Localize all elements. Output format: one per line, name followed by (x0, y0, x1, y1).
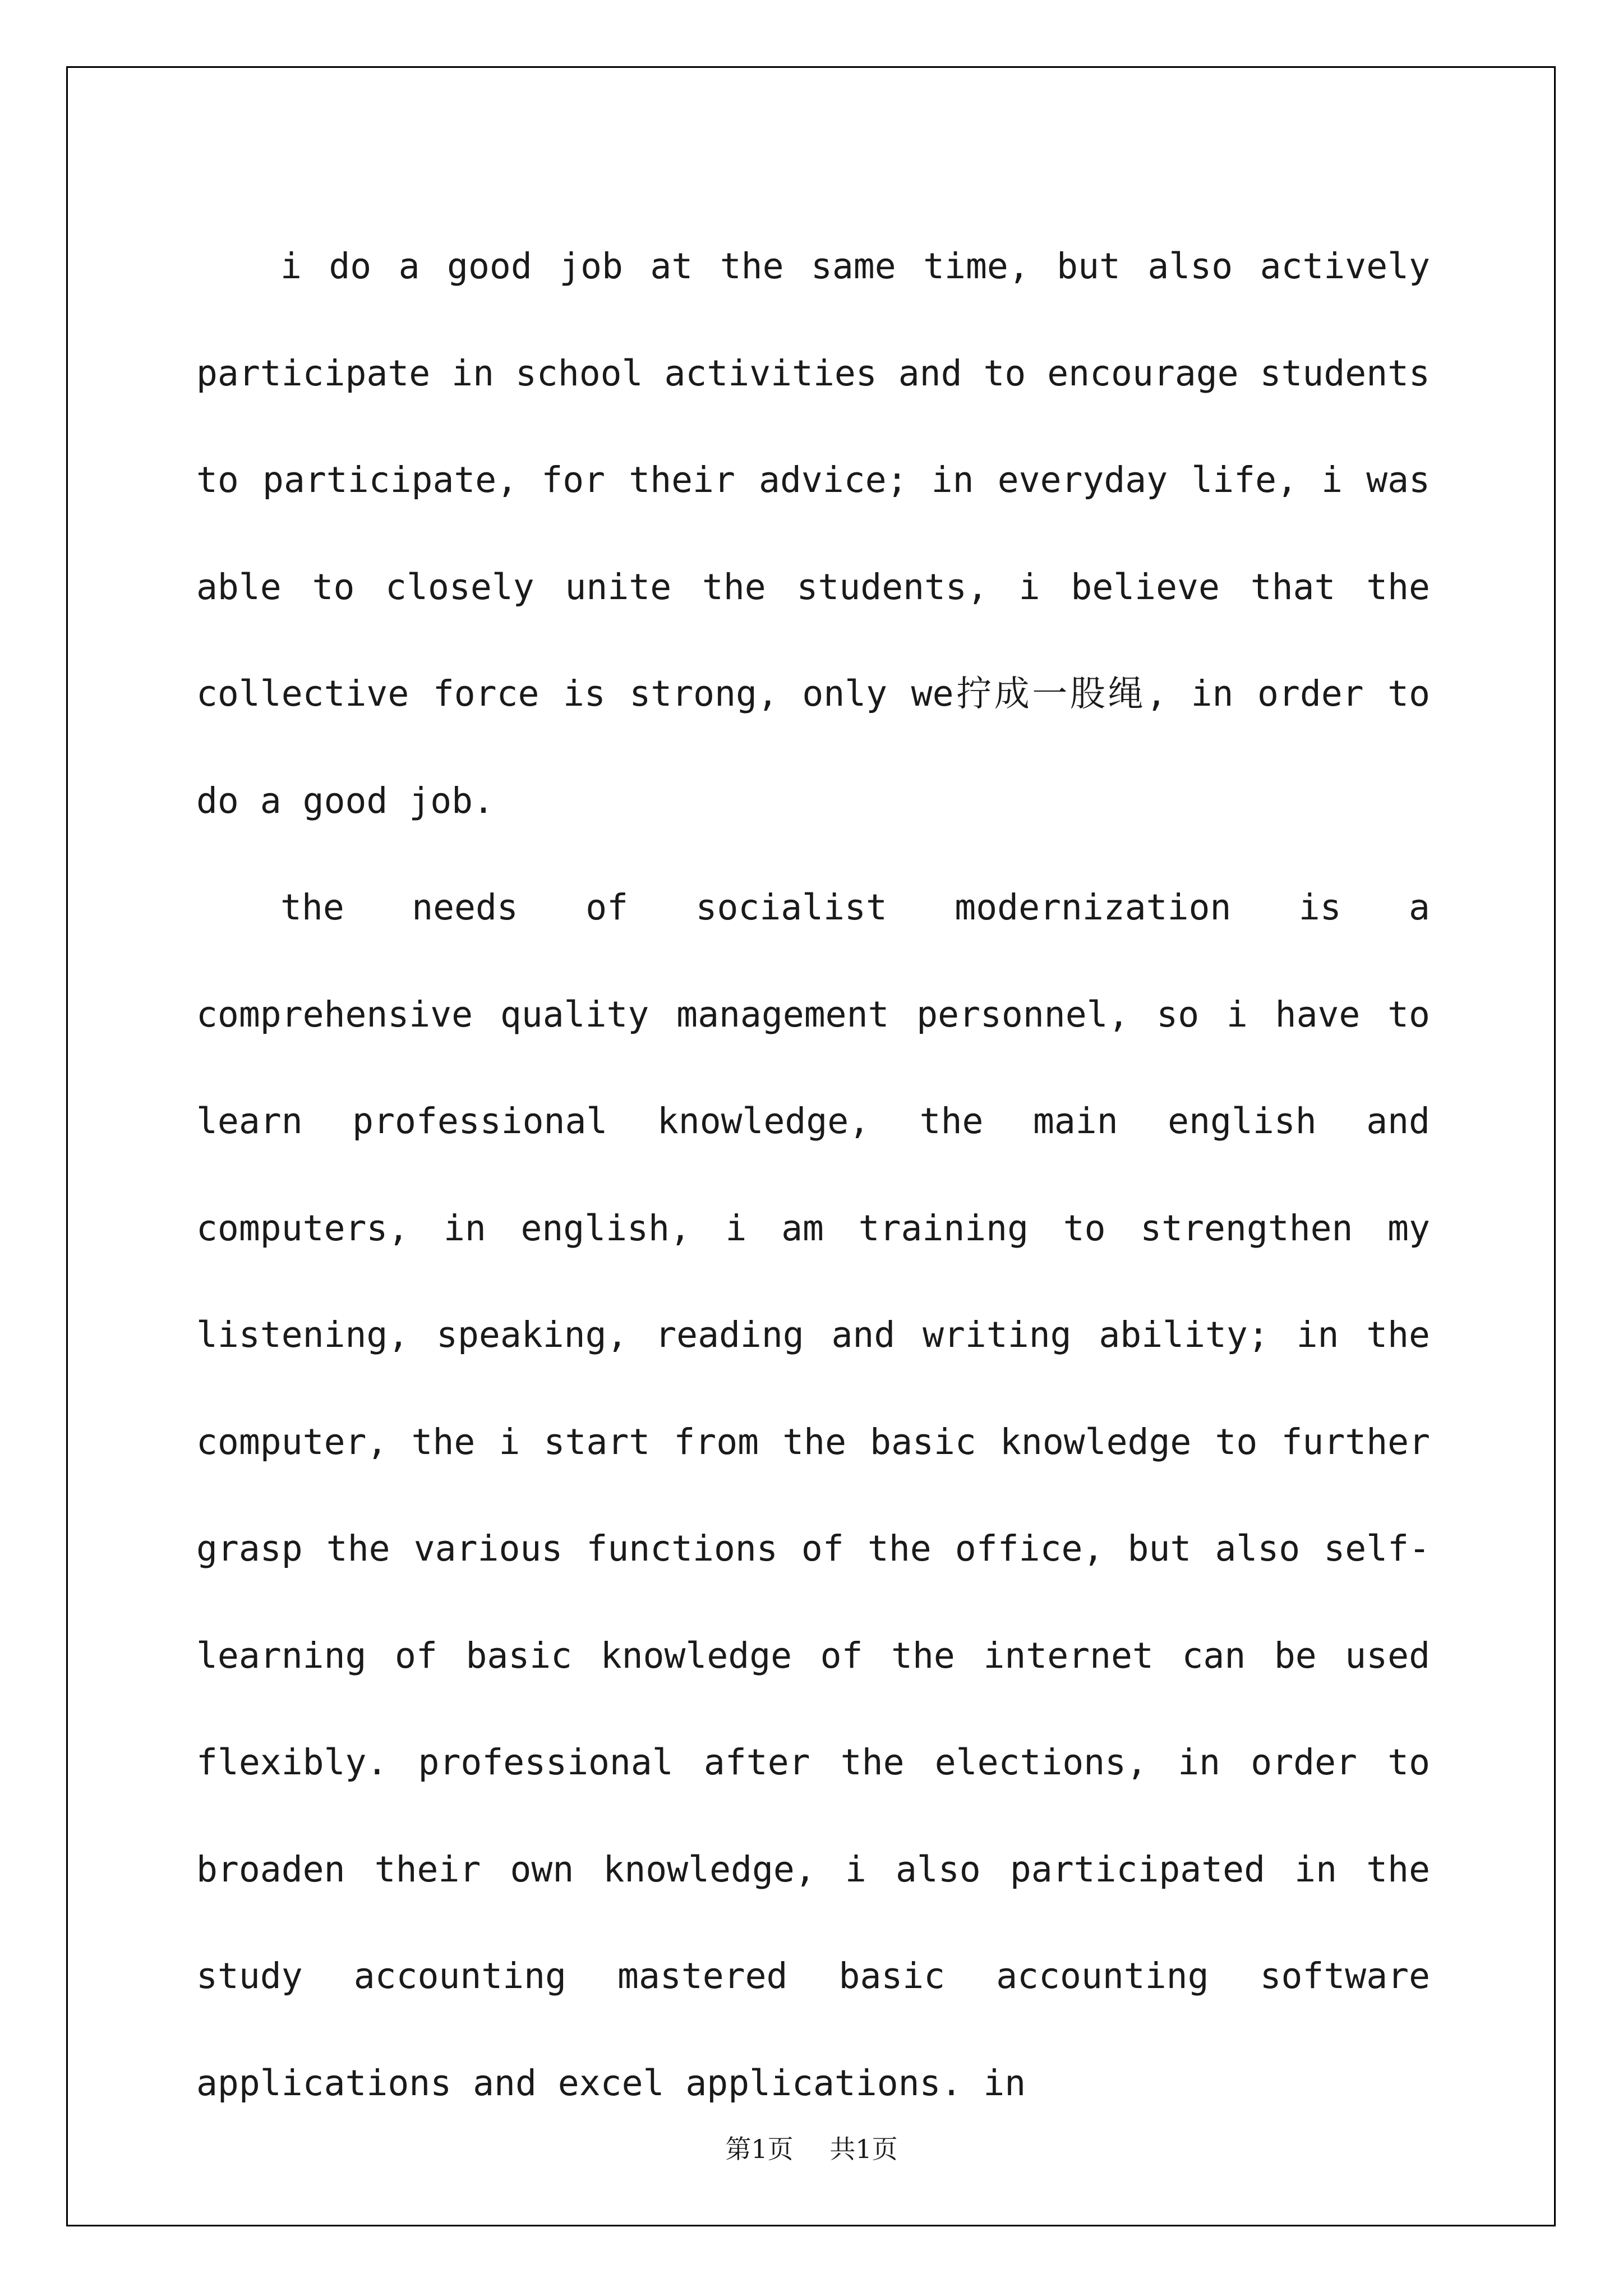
page-number-total: 共1页 (829, 2134, 898, 2164)
page-footer (0, 2129, 1623, 2166)
paragraph-2: the needs of socialist modernization is a comprehensive quality management personnel, so i have to learn professional knowledge, the main english and computers, in english, i am training to strengthen my listening, speaking, reading and writing ability; in the computer, the i start from the basic knowledge to further grasp the various functions of the office, but also self-learning of basic knowledge of the internet can be used flexibly. professional after the elections, in order to broaden their own knowledge, i also participated in the study accounting mastered basic accounting software applications and excel applications. in (196, 887, 1430, 2104)
paragraph-1: i do a good job at the same time, but also actively participate in school activities and to encourage students to participate, for their advice; in everyday life, i was able to closely unite the students, i believe that the collective force is strong, only we拧成一股绳, in order to do a good job. (196, 246, 1430, 821)
page-number-current: 第1页 (725, 2134, 794, 2164)
document-body (196, 213, 1430, 2137)
